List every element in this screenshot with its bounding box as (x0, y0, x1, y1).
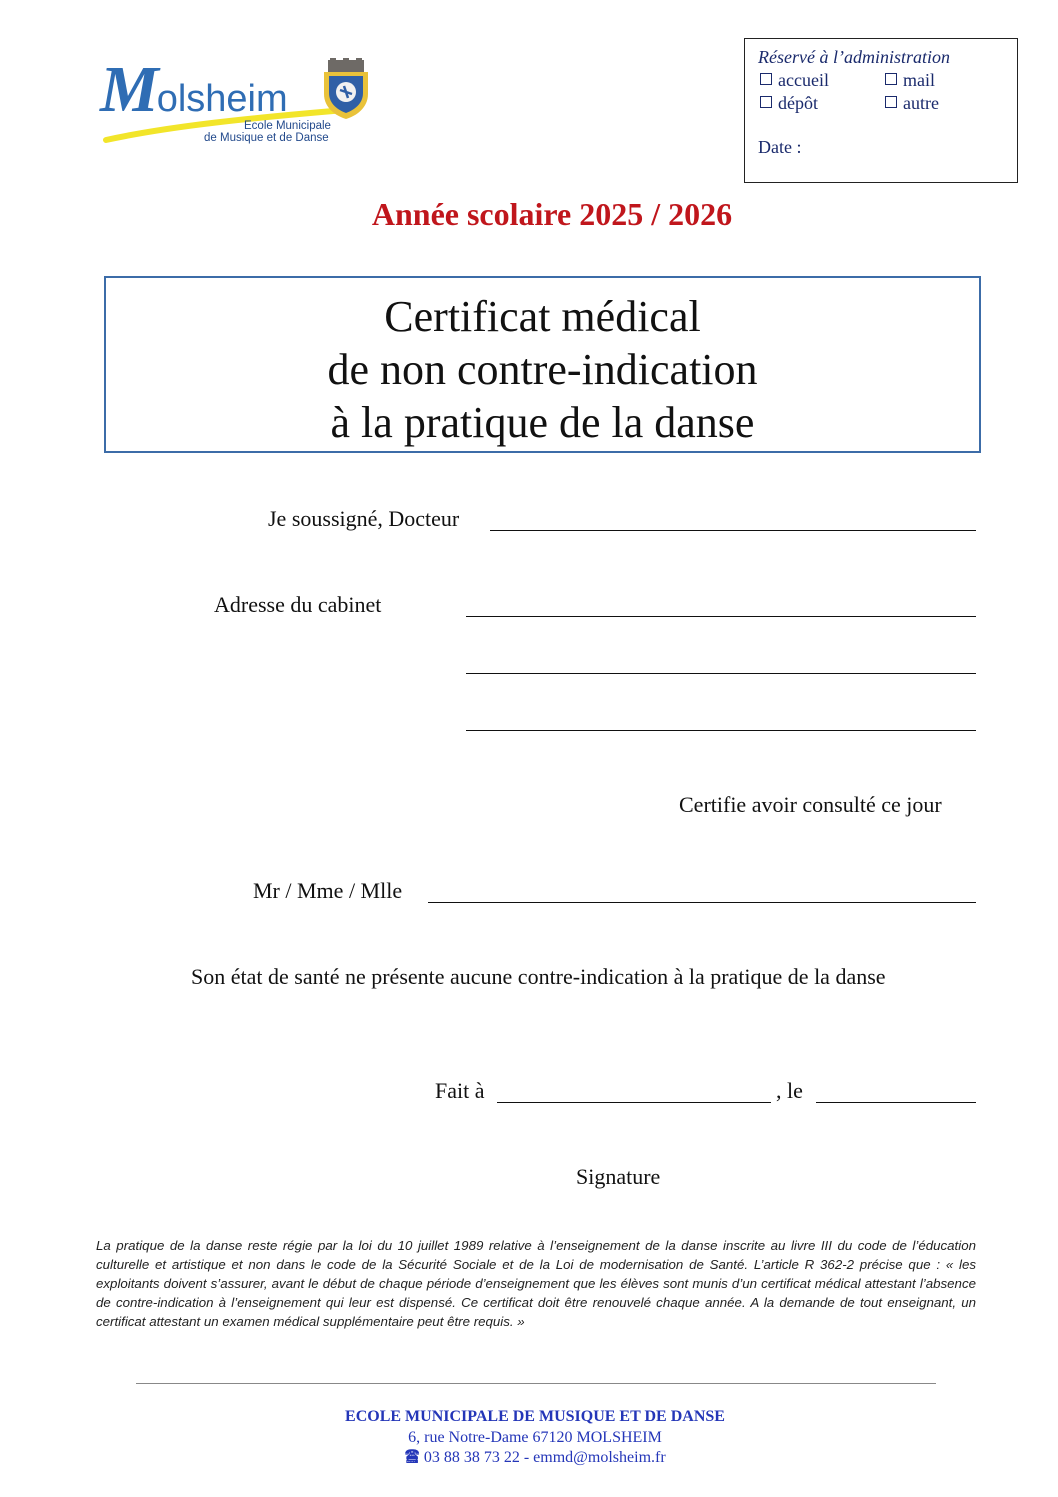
logo-subtitle-2: de Musique et de Danse (204, 132, 329, 144)
address-field-line-2[interactable] (466, 673, 976, 674)
certify-text: Certifie avoir consulté ce jour (679, 792, 942, 817)
coat-of-arms-icon (318, 58, 374, 120)
phone-icon: 🖀 (404, 1449, 420, 1466)
checkbox-icon[interactable] (885, 73, 897, 85)
address-label: Adresse du cabinet (214, 592, 382, 617)
signature-label: Signature (576, 1164, 661, 1189)
logo-subtitle-1: Ecole Municipale (244, 120, 331, 132)
checkbox-icon[interactable] (885, 96, 897, 108)
admin-option-depot[interactable]: dépôt (760, 93, 818, 114)
admin-title: Réservé à l’administration (758, 47, 950, 67)
address-field-line-3[interactable] (466, 730, 976, 731)
admin-option-autre[interactable]: autre (885, 93, 939, 114)
footer-contact (0, 1448, 1058, 1468)
logo-wordmark (100, 52, 288, 128)
made-at-field[interactable] (497, 1102, 771, 1103)
health-statement: Son état de santé ne présente aucune contre-indication à la pratique de la danse (191, 964, 886, 989)
admin-reserved-box (744, 38, 1018, 183)
legal-footnote: La pratique de la danse reste régie par la loi du 10 juillet 1989 relative à l’enseignement de la danse inscrite au livre III du code de l’éducation culturelle et artistique et non dans le code de la Sécurité Sociale et de la Loi de modernisation de Santé. L’article R 362-2 précise que : « les exploitants doivent s’assurer, avant le début de chaque période d’enseignement que les élèves sont munis d’un certificat médical attestant l’absence de contre-indication à l’enseignement qui leur est dispensé. Ce certificat doit être renouvelé chaque année. A la demande de tout enseignant, un certificat attestant un examen médical supplémentaire peut être requis. » (96, 1238, 976, 1329)
molsheim-logo (100, 52, 385, 152)
admin-option-mail[interactable]: mail (885, 70, 935, 91)
checkbox-icon[interactable] (760, 96, 772, 108)
footer-contact-text: 03 88 38 73 22 - emmd@molsheim.fr (423, 1449, 666, 1466)
title-line-1: Certificat médical (384, 292, 701, 341)
date-separator-label: , le (776, 1078, 803, 1103)
title-line-3: à la pratique de la danse (330, 398, 755, 447)
date-field[interactable] (816, 1102, 976, 1103)
school-year-heading: Année scolaire 2025 / 2026 (371, 196, 733, 232)
patient-name-field[interactable] (428, 902, 976, 903)
footer-school-name: ECOLE MUNICIPALE DE MUSIQUE ET DE DANSE (345, 1408, 725, 1425)
admin-date-label: Date : (758, 137, 802, 157)
admin-option-accueil[interactable]: accueil (760, 70, 829, 91)
logo-initial: M (100, 53, 157, 126)
patient-label: Mr / Mme / Mlle (253, 878, 403, 903)
doctor-name-field[interactable] (490, 530, 976, 531)
footer-address: 6, rue Notre-Dame 67120 MOLSHEIM (408, 1429, 662, 1446)
checkbox-icon[interactable] (760, 73, 772, 85)
made-at-label: Fait à (435, 1078, 485, 1103)
title-line-2: de non contre-indication (327, 345, 758, 394)
footer-divider (136, 1383, 936, 1384)
logo-rest: olsheim (156, 78, 288, 120)
certificate-title-box (104, 276, 981, 453)
address-field-line-1[interactable] (466, 616, 976, 617)
doctor-label: Je soussigné, Docteur (268, 506, 460, 531)
